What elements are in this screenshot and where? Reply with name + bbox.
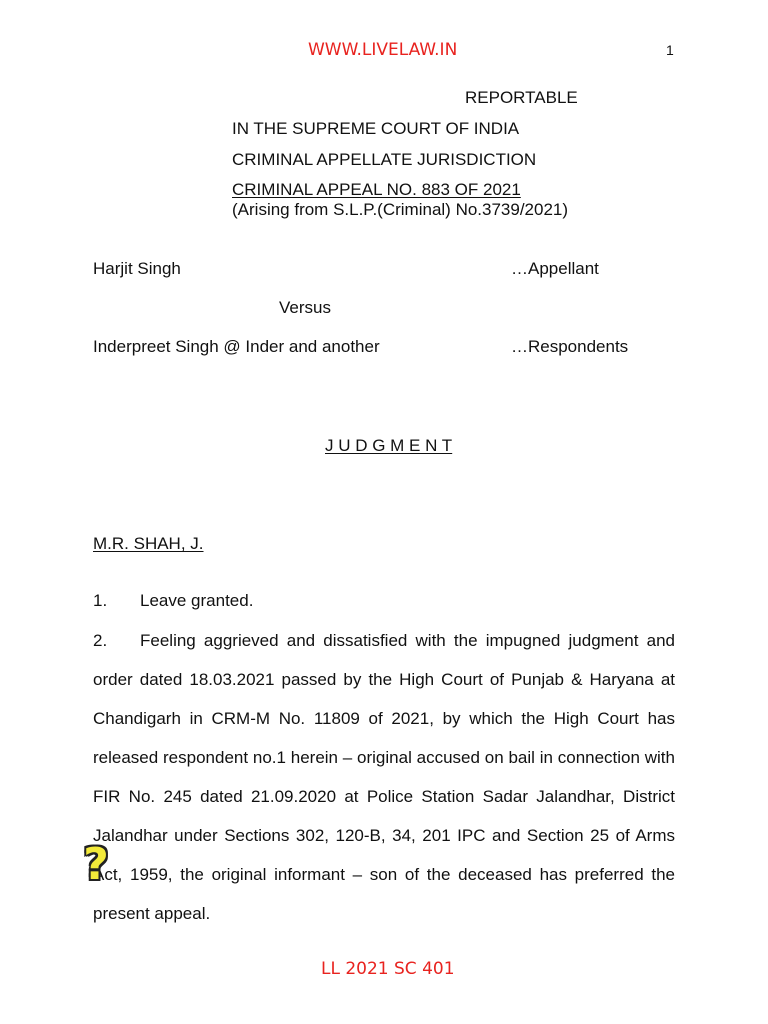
page-number: 1 xyxy=(666,42,674,58)
paragraph-1-text: Leave granted. xyxy=(140,591,254,610)
paragraph-2-number: 2. xyxy=(93,631,108,650)
header-site: WWW.LIVELAW.IN xyxy=(308,40,458,60)
versus: Versus xyxy=(279,298,331,317)
respondent-role: …Respondents xyxy=(511,337,629,356)
footer-citation: LL 2021 SC 401 xyxy=(321,959,455,979)
reportable-label: REPORTABLE xyxy=(465,88,578,107)
appellant-role: …Appellant xyxy=(511,259,599,278)
judge-name: M.R. SHAH, J. xyxy=(93,534,204,553)
paragraph-2 xyxy=(93,621,675,933)
paragraph-1-number: 1. xyxy=(93,591,108,610)
paragraph-2-text: Feeling aggrieved and dissatisfied with the impugned judgment and order dated 18.03.2021 passed by the High Court of Punjab & Haryana at Chandigarh in CRM-M No. 11809 of 2021, by which the High Court has released respondent no.1 herein – original accused on bail in connection with FIR No. 245 dated 21.09.2020 at Police Station Sadar Jalandhar, District Jalandhar under Sections 302, 120-B, 34, 201 IPC and Section 25 of Arms Act, 1959, the original informant – son of the deceased has preferred the present appeal. xyxy=(93,631,675,923)
appeal-number: CRIMINAL APPEAL NO. 883 OF 2021 xyxy=(232,180,521,199)
arising-from: (Arising from S.L.P.(Criminal) No.3739/2021) xyxy=(232,200,569,219)
court-name: IN THE SUPREME COURT OF INDIA xyxy=(232,119,520,138)
appellant-name: Harjit Singh xyxy=(93,259,181,278)
help-question-icon[interactable]: ? xyxy=(83,839,109,890)
jurisdiction: CRIMINAL APPELLATE JURISDICTION xyxy=(232,150,537,169)
judgment-heading: J U D G M E N T xyxy=(325,436,453,455)
respondent-name: Inderpreet Singh @ Inder and another xyxy=(93,337,380,356)
